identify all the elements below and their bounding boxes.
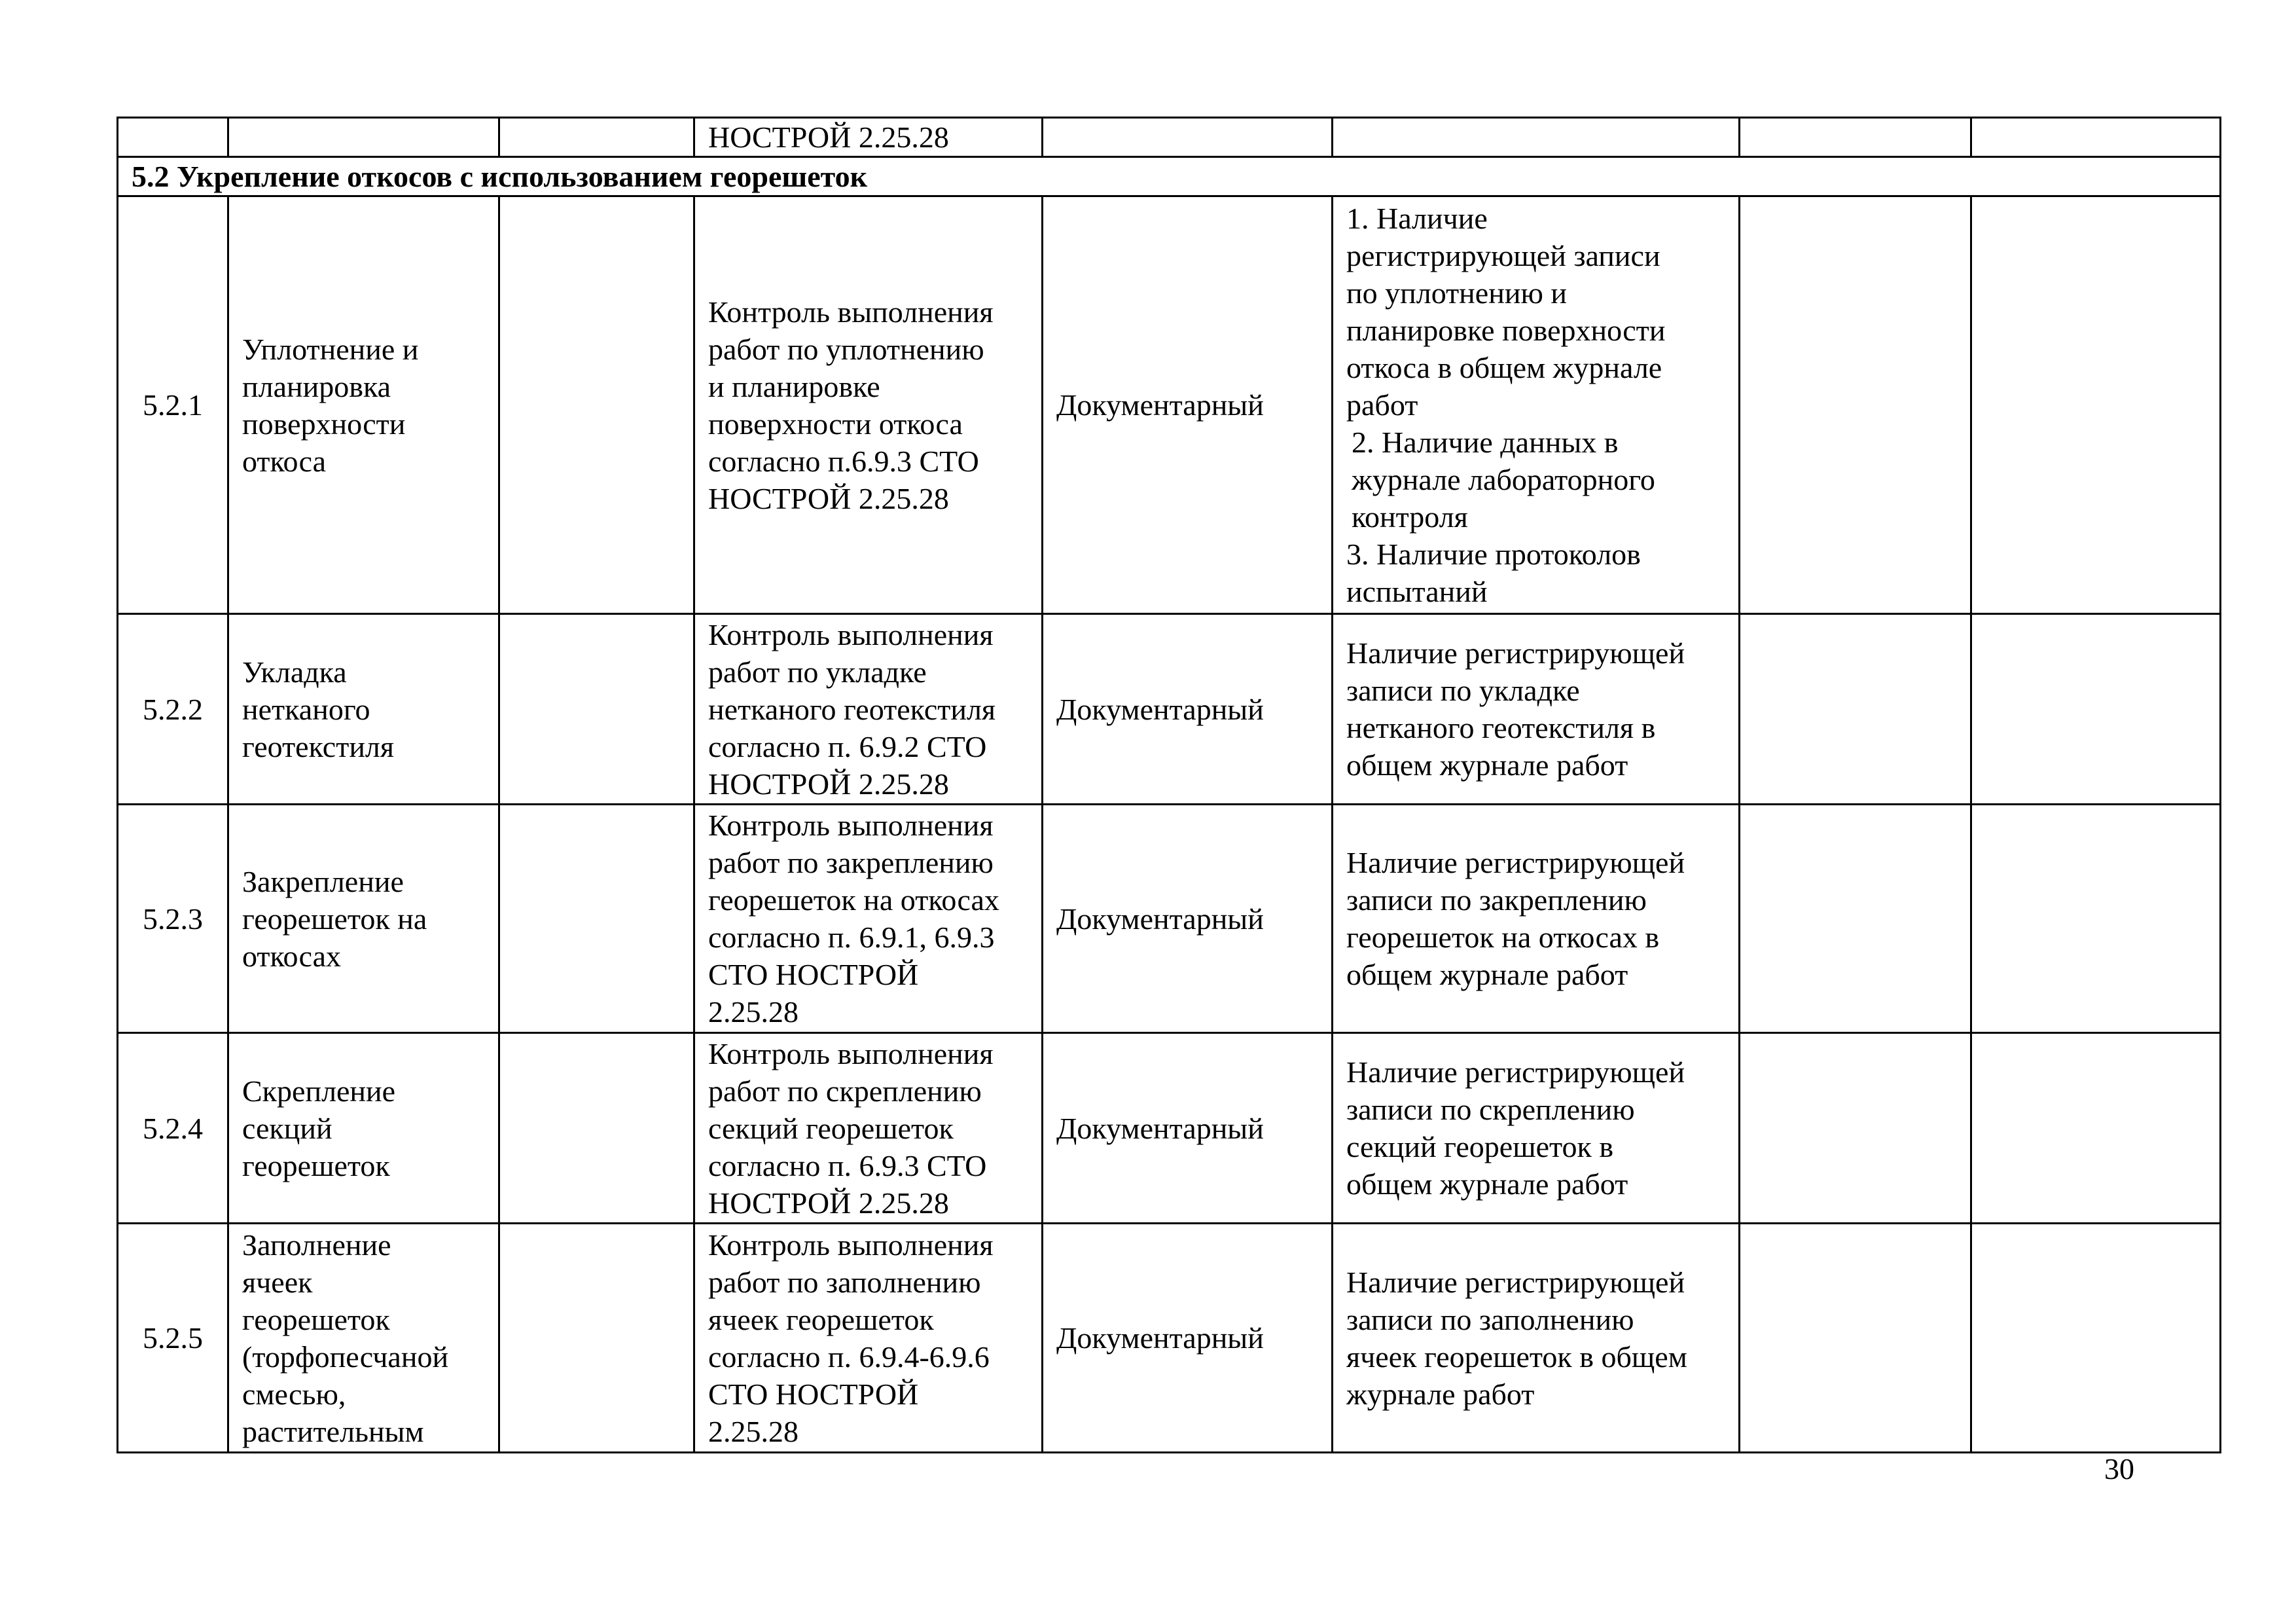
stage-cell [228,614,499,805]
cell-empty [1971,196,2221,614]
requirement-line: георешеток на откосах [708,883,999,917]
cell-empty [1740,196,1971,614]
method-cell [1043,1033,1333,1224]
stage-line: георешеток [242,1148,390,1182]
cell-empty [1740,614,1971,805]
row-number-cell [118,614,228,805]
row-number: 5.2.2 [143,692,203,726]
result-line: общем журнале работ [1346,958,1628,991]
result-cell [1333,614,1740,805]
result-line: Наличие регистрирующей [1346,1265,1685,1299]
result-line: общем журнале работ [1346,1167,1628,1201]
table-row [118,196,2221,614]
requirement-line: нетканого геотекстиля [708,692,996,726]
page-number: 30 [2104,1452,2134,1486]
requirement-cell [694,614,1043,805]
requirement-cell [694,1224,1043,1453]
result-line: записи по укладке [1346,674,1580,707]
stage-line: геотекстиля [242,729,395,763]
stage-line: георешеток на [242,902,427,936]
method-cell [1043,1224,1333,1453]
cell-empty [1971,1224,2221,1453]
method-cell [1043,614,1333,805]
stage-line: ячеек [242,1265,313,1299]
result-line: Наличие регистрирующей [1346,636,1685,670]
requirement-line: 2.25.28 [708,995,798,1029]
stage-cell [228,1224,499,1453]
stage-line: Уплотнение и [242,332,419,366]
result-line: контроля [1352,500,1468,534]
result-line: секций георешеток в [1346,1130,1614,1163]
stage-line: секций [242,1111,332,1145]
cell-empty [499,1033,694,1224]
control-method: Документарный [1056,388,1264,422]
section-title: 5.2 Укрепление откосов с использованием георешеток [118,157,2221,196]
result-line: общем журнале работ [1346,748,1628,782]
stage-line: планировка [242,369,391,403]
stage-line: георешеток [242,1302,390,1336]
cell-empty [1971,805,2221,1033]
requirement-line: работ по скреплению [708,1074,982,1108]
cell-empty [499,118,694,157]
result-cell [1333,1033,1740,1224]
cell-empty [228,118,499,157]
requirement-line: работ по укладке [708,655,927,689]
requirement-cell [694,805,1043,1033]
requirement-line: согласно п.6.9.3 СТО [708,444,979,478]
result-cell [1333,196,1740,614]
cell-empty [1971,118,2221,157]
table-row [118,614,2221,805]
result-line: 2. Наличие данных в [1352,426,1619,459]
result-line: нетканого геотекстиля в [1346,711,1656,744]
control-method: Документарный [1056,1321,1264,1355]
cell-empty [1043,118,1333,157]
result-line: регистрирующей записи [1346,239,1660,272]
requirement-line: Контроль выполнения [708,1036,994,1070]
stage-line: смесью, [242,1377,346,1411]
result-cell [1333,1224,1740,1453]
stage-cell [228,196,499,614]
requirement-line: СТО НОСТРОЙ [708,958,919,991]
result-line: записи по закреплению [1346,883,1647,917]
stage-line: Закрепление [242,864,404,898]
cell-empty [499,1224,694,1453]
row-number: 5.2.1 [143,388,203,422]
row-number: 5.2.4 [143,1111,203,1145]
requirement-line: ячеек георешеток [708,1302,934,1336]
requirement-line: НОСТРОЙ 2.25.28 [708,1186,949,1220]
requirement-line: Контроль выполнения [708,1228,994,1262]
requirement-line: 2.25.28 [708,1414,798,1448]
result-line: журнале лабораторного [1352,463,1655,496]
result-line: 1. Наличие [1346,202,1488,235]
requirement-line: и планировке [708,369,880,403]
requirement-cell [694,196,1043,614]
result-cell [1333,805,1740,1033]
result-line: Наличие регистрирующей [1346,846,1685,879]
stage-line: Укладка [242,655,347,689]
stage-cell [228,1033,499,1224]
row-number: 5.2.3 [143,902,203,936]
stage-line: нетканого [242,692,370,726]
result-line: работ [1346,388,1418,422]
table-row-continuation [118,118,2221,157]
result-line: записи по заполнению [1346,1302,1634,1336]
result-line: журнале работ [1346,1377,1535,1411]
stage-line: растительным [242,1414,424,1448]
row-number-cell [118,805,228,1033]
requirement-line: НОСТРОЙ 2.25.28 [708,767,949,801]
requirement-cell [694,118,1043,157]
method-cell [1043,196,1333,614]
requirement-line: работ по уплотнению [708,332,984,366]
table-row [118,1224,2221,1453]
result-line: Наличие регистрирующей [1346,1055,1685,1089]
requirement-line: Контроль выполнения [708,809,994,842]
table-row [118,1033,2221,1224]
row-number-cell [118,1224,228,1453]
result-line: испытаний [1346,575,1488,608]
table-row [118,805,2221,1033]
cell-empty [499,614,694,805]
stage-line: Заполнение [242,1228,391,1262]
requirement-line: секций георешеток [708,1111,954,1145]
cell-empty [1971,614,2221,805]
stage-line: (торфопесчаной [242,1340,449,1374]
cell-empty [1740,805,1971,1033]
stage-line: Скрепление [242,1074,396,1108]
stage-line: откоса [242,444,327,478]
row-number: 5.2.5 [143,1321,203,1355]
cell-empty [499,196,694,614]
result-line: ячеек георешеток в общем [1346,1340,1687,1374]
stage-line: поверхности [242,407,406,441]
inspection-table [117,117,2221,1453]
requirement-line: работ по заполнению [708,1265,981,1299]
stage-line: откосах [242,939,342,973]
requirement-line: Контроль выполнения [708,295,994,329]
requirement-line: НОСТРОЙ 2.25.28 [708,481,949,515]
requirement-line: Контроль выполнения [708,617,994,651]
stage-cell [228,805,499,1033]
cell-empty [1971,1033,2221,1224]
cell-empty [1333,118,1740,157]
method-cell [1043,805,1333,1033]
requirement-line: согласно п. 6.9.1, 6.9.3 [708,921,995,954]
cell-empty [118,118,228,157]
requirement-cell [694,1033,1043,1224]
cell-empty [1740,118,1971,157]
cell-empty [499,805,694,1033]
requirement-line: поверхности откоса [708,407,963,441]
requirement-line: согласно п. 6.9.3 СТО [708,1148,987,1182]
requirement-line: СТО НОСТРОЙ [708,1377,919,1411]
requirement-line: согласно п. 6.9.2 СТО [708,729,987,763]
result-line: по уплотнению и [1346,276,1567,310]
control-method: Документарный [1056,692,1264,726]
result-line: откоса в общем журнале [1346,351,1662,384]
result-line: георешеток на откосах в [1346,921,1660,954]
result-line: планировке поверхности [1346,314,1666,347]
section-header-row [118,157,2221,196]
row-number-cell [118,196,228,614]
requirement-line: работ по закреплению [708,846,994,879]
control-method: Документарный [1056,1111,1264,1145]
row-number-cell [118,1033,228,1224]
requirement-line: согласно п. 6.9.4-6.9.6 [708,1340,990,1374]
cell-empty [1740,1033,1971,1224]
cell-empty [1740,1224,1971,1453]
result-line: записи по скреплению [1346,1093,1635,1126]
result-line: 3. Наличие протоколов [1346,538,1641,571]
requirement-line: НОСТРОЙ 2.25.28 [708,120,949,154]
control-method: Документарный [1056,902,1264,936]
